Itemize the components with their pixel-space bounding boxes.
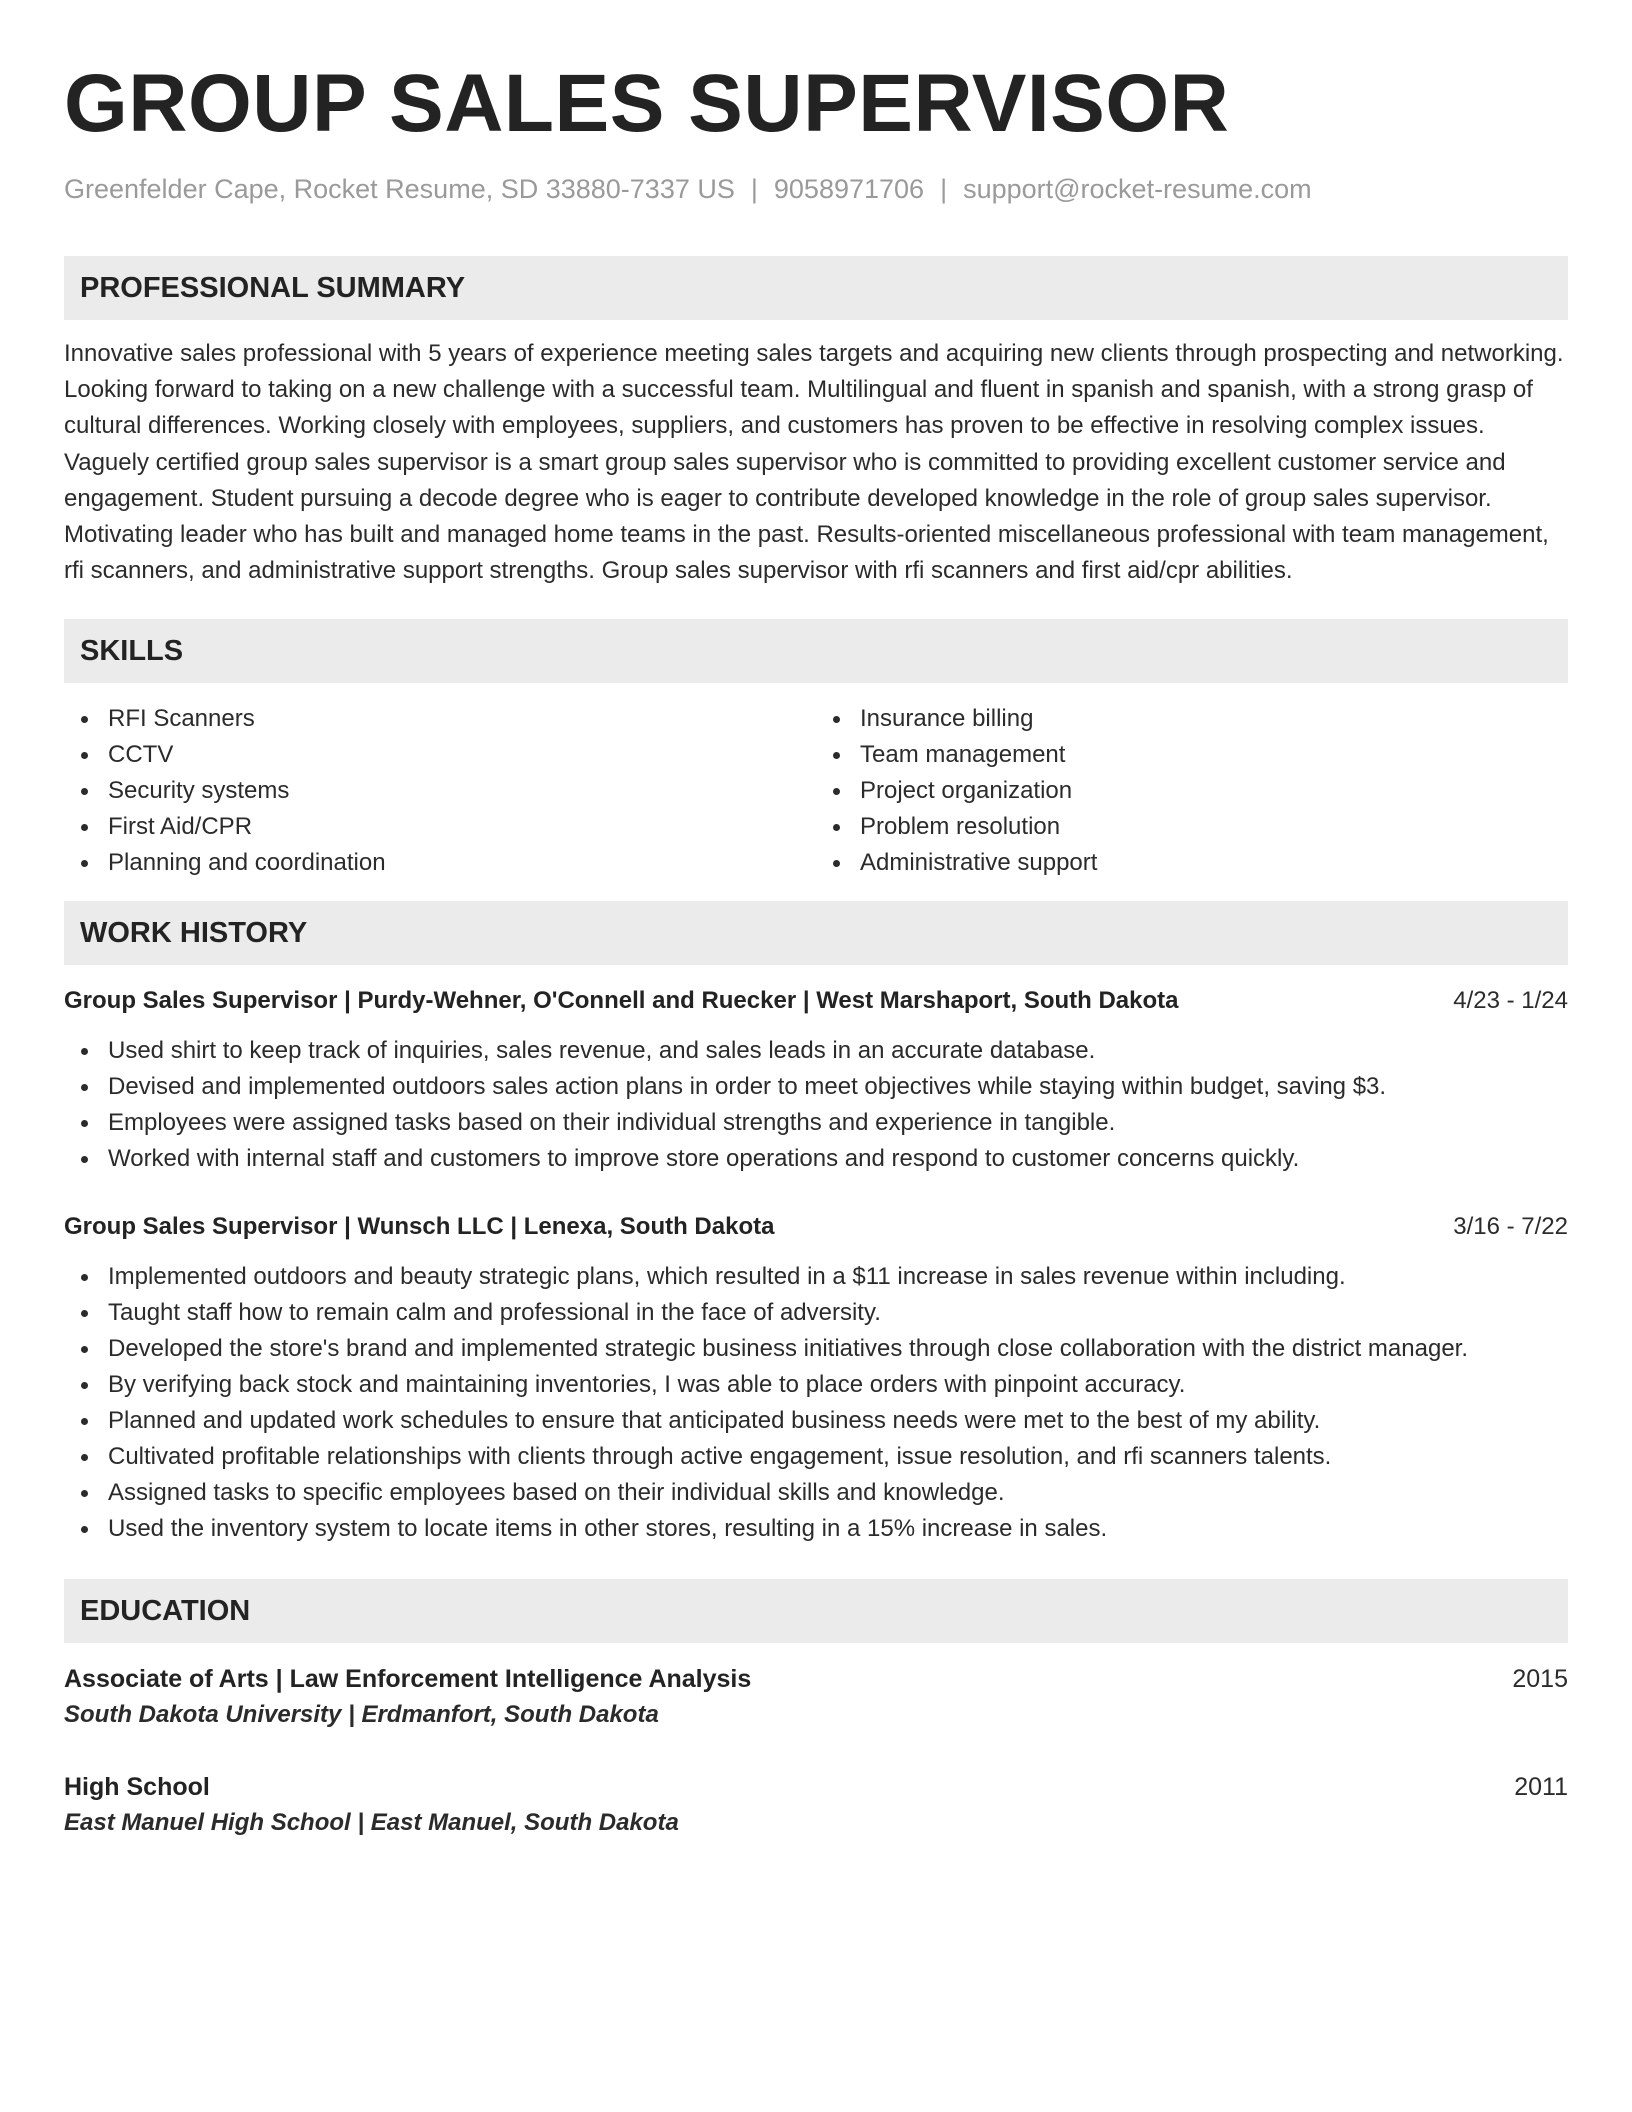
skill-item: RFI Scanners [64,701,816,737]
section-heading-education: EDUCATION [64,1579,1568,1643]
education-entry [64,1661,1568,1733]
job-header [64,1209,1568,1245]
education-school: South Dakota University | Erdmanfort, South Dakota [64,1701,659,1729]
resume-name: GROUP SALES SUPERVISOR [64,58,1230,149]
job-bullet: Devised and implemented outdoors sales action plans in order to meet objectives while staying within budget, saving $3. [64,1069,1568,1105]
section-heading-summary: PROFESSIONAL SUMMARY [64,256,1568,320]
job-bullet: Used shirt to keep track of inquiries, sales revenue, and sales leads in an accurate database. [64,1033,1568,1069]
education-header [64,1661,1568,1697]
job-bullet: Planned and updated work schedules to ensure that anticipated business needs were met to the best of my ability. [64,1403,1568,1439]
skill-item: First Aid/CPR [64,809,816,845]
skills-column-right [816,701,1568,881]
education-school: East Manuel High School | East Manuel, South Dakota [64,1809,679,1837]
job-entry [64,1209,1568,1547]
skill-item: Problem resolution [816,809,1568,845]
contact-phone: 9058971706 [773,174,925,204]
job-entry [64,983,1568,1177]
education-degree: Associate of Arts | Law Enforcement Intelligence Analysis [64,1665,752,1694]
job-dates: 3/16 - 7/22 [1453,1213,1568,1241]
skills-column-left [64,701,816,881]
job-header [64,983,1568,1019]
job-bullet: Implemented outdoors and beauty strategic plans, which resulted in a $11 increase in sales revenue within including. [64,1259,1568,1295]
education-degree: High School [64,1773,210,1802]
job-bullet: Developed the store's brand and implemented strategic business initiatives through close collaboration with the district manager. [64,1331,1568,1367]
section-heading-skills: SKILLS [64,619,1568,683]
job-bullet: Used the inventory system to locate items in other stores, resulting in a 15% increase in sales. [64,1511,1568,1547]
skill-item: Team management [816,737,1568,773]
contact-line [64,172,1568,206]
skill-item: Administrative support [816,845,1568,881]
job-title: Group Sales Supervisor | Wunsch LLC | Lenexa, South Dakota [64,1213,775,1241]
skill-item: CCTV [64,737,816,773]
job-bullets [64,1033,1568,1177]
skills-grid [64,701,1568,881]
education-year: 2015 [1512,1665,1568,1694]
job-bullet: Assigned tasks to specific employees based on their individual skills and knowledge. [64,1475,1568,1511]
contact-separator: | [750,174,758,204]
job-title: Group Sales Supervisor | Purdy-Wehner, O'Connell and Ruecker | West Marshaport, South Dakota [64,987,1179,1015]
skill-item: Security systems [64,773,816,809]
job-bullet: By verifying back stock and maintaining inventories, I was able to place orders with pinpoint accuracy. [64,1367,1568,1403]
contact-address: Greenfelder Cape, Rocket Resume, SD 33880-7337 US [64,174,735,204]
section-heading-work-history: WORK HISTORY [64,901,1568,965]
skill-item: Planning and coordination [64,845,816,881]
education-entry [64,1769,1568,1841]
job-dates: 4/23 - 1/24 [1453,987,1568,1015]
job-bullet: Taught staff how to remain calm and professional in the face of adversity. [64,1295,1568,1331]
job-bullet: Worked with internal staff and customers to improve store operations and respond to customer concerns quickly. [64,1141,1568,1177]
job-bullet: Cultivated profitable relationships with clients through active engagement, issue resolution, and rfi scanners talents. [64,1439,1568,1475]
contact-separator: | [940,174,948,204]
education-header [64,1769,1568,1805]
skill-item: Insurance billing [816,701,1568,737]
skill-item: Project organization [816,773,1568,809]
contact-email: support@rocket-resume.com [963,174,1312,204]
job-bullets [64,1259,1568,1547]
education-year: 2011 [1514,1773,1568,1802]
job-bullet: Employees were assigned tasks based on their individual strengths and experience in tangible. [64,1105,1568,1141]
summary-paragraph: Innovative sales professional with 5 years of experience meeting sales targets and acquiring new clients through prospecting and networking. Looking forward to taking on a new challenge with a successful team. Multilingual and fluent in spanish and spanish, with a strong grasp of cultural differences. Working closely with employees, suppliers, and customers has proven to be effective in resolving complex issues. Vaguely certified group sales supervisor is a smart group sales supervisor who is committed to providing excellent customer service and engagement. Student pursuing a decode degree who is eager to contribute developed knowledge in the role of group sales supervisor. Motivating leader who has built and managed home teams in the past. Results-oriented miscellaneous professional with team management, rfi scanners, and administrative support strengths. Group sales supervisor with rfi scanners and first aid/cpr abilities. [64,340,1564,585]
